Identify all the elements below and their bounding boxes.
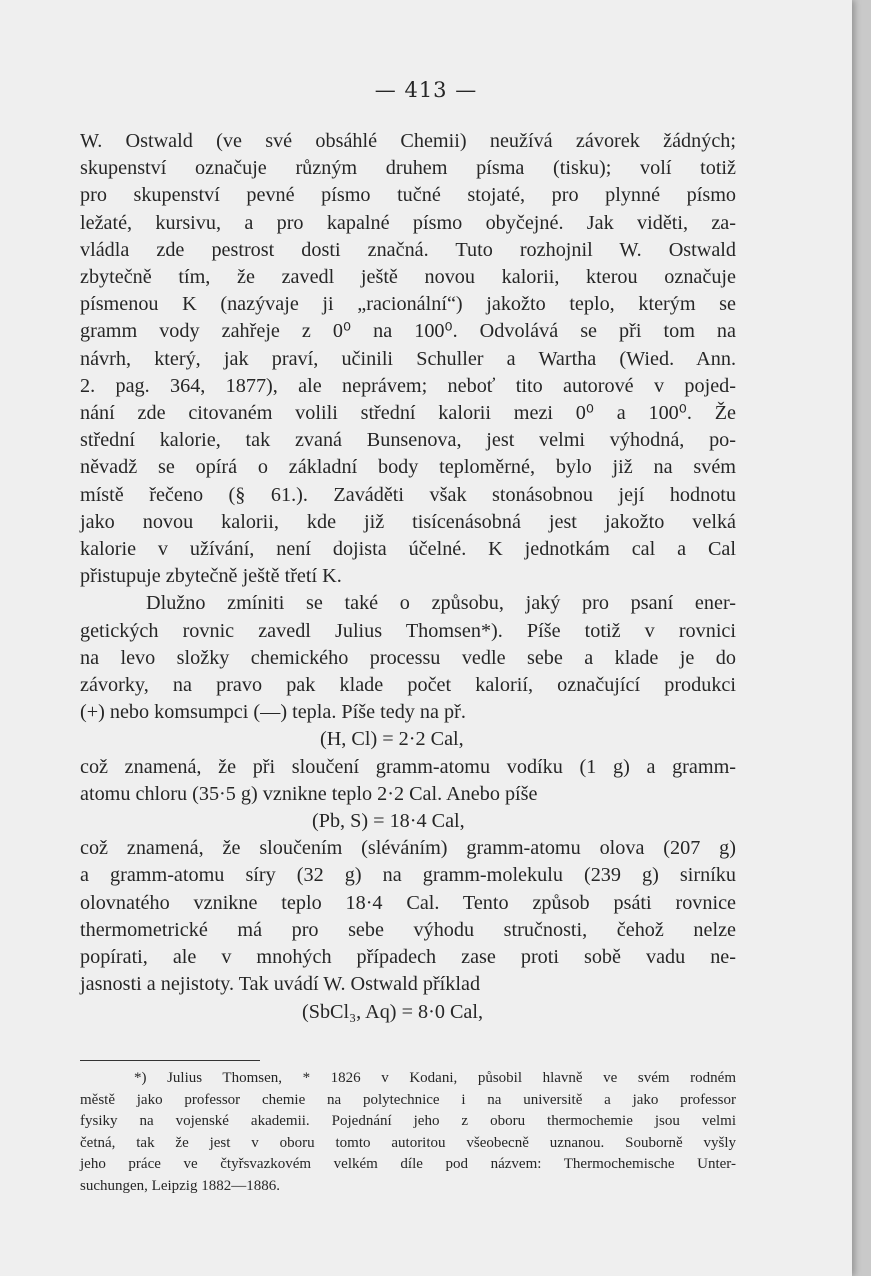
text-line: skupenství označuje různým druhem písma (tisku); volí totiž (80, 157, 736, 180)
text-line: kalorie v užívání, není dojista účelné. K jednotkám cal a Cal (80, 538, 736, 561)
footnote-line: jeho práce ve čtyřsvazkovém velkém díle pod názvem: Thermochemische Unter- (80, 1156, 736, 1173)
text-line: gramm vody zahřeje z 0⁰ na 100⁰. Odvolává se při tom na (80, 320, 736, 343)
text-line: olovnatého vznikne teplo 18·4 Cal. Tento způsob psáti rovnice (80, 891, 736, 914)
text-line: W. Ostwald (ve své obsáhlé Chemii) neužívá závorek žádných; (80, 130, 736, 152)
footnote-line: městě jako professor chemie na polytechnice i na universitě a jako professor (80, 1091, 736, 1108)
text-line: písmenou K (nazývaje ji „racionální“) jakožto teplo, kterým se (80, 293, 736, 316)
text-line: thermometrické má pro sebe výhodu stručnosti, čehož nelze (80, 918, 736, 941)
footnote (80, 1068, 736, 1198)
text-line: vládla zde pestrost dosti značná. Tuto rozhojnil W. Ostwald (80, 238, 736, 261)
page-number: — 413 — (374, 78, 478, 102)
text-line: návrh, který, jak praví, učinili Schuller a Wartha (Wied. Ann. (80, 347, 736, 370)
text-line: místě řečeno (§ 61.). Zaváděti však stonásobnou její hodnotu (80, 483, 736, 506)
text-line: jasnosti a nejistoty. Tak uvádí W. Ostwald příklad (80, 973, 481, 996)
equation-pbs: (Pb, S) = 18·4 Cal, (312, 810, 465, 833)
text-line: zbytečně tím, že zavedl ještě novou kalorii, kterou označuje (80, 266, 736, 289)
text-line: getických rovnic zavedl Julius Thomsen*). Píše totiž v rovnici (80, 619, 736, 642)
footnote-divider (80, 1060, 260, 1061)
text-line: něvadž se opírá o základní body teploměrné, bylo již na svém (80, 456, 736, 479)
text-line: což znamená, že sloučením (sléváním) gramm-atomu olova (207 g) (80, 837, 736, 860)
text-line: nání zde citovaném volili střední kalorii mezi 0⁰ a 100⁰. Že (80, 402, 736, 425)
footnote-line: *) Julius Thomsen, * 1826 v Kodani, působil hlavně ve svém rodném (134, 1070, 736, 1086)
footnote-line: fysiky na vojenské akademii. Pojednání jeho z oboru thermochemie jsou velmi (80, 1113, 736, 1130)
body-text (80, 128, 736, 1026)
footnote-line: suchungen, Leipzig 1882—1886. (80, 1177, 280, 1194)
text-line: závorky, na pravo pak klade počet kalorií, označující produkci (80, 674, 736, 697)
text-line: atomu chloru (35·5 g) vznikne teplo 2·2 Cal. Anebo píše (80, 782, 538, 805)
text-line: přistupuje zbytečně ještě třetí K. (80, 565, 342, 588)
text-line: 2. pag. 364, 1877), ale neprávem; neboť tito autorové v pojed- (80, 374, 736, 397)
equation-sbcl3: (SbCl₃, Aq) = 8·0 Cal, (302, 1000, 484, 1023)
text-line: pro skupenství pevné písmo tučné stojaté, pro plynné písmo (80, 184, 736, 207)
text-line: ležaté, kursivu, a pro kapalné písmo obyčejné. Jak viděti, za- (80, 211, 736, 234)
text-line: na levo složky chemického processu vedle sebe a klade je do (80, 646, 736, 669)
text-line: (+) nebo komsumpci (—) tepla. Píše tedy na př. (80, 701, 466, 724)
text-line: jako novou kalorii, kde již tisícenásobná jest jakožto velká (80, 510, 736, 533)
paragraph-start-line: Dlužno zmíniti se také o způsobu, jaký pro psaní ener- (146, 592, 736, 615)
text-line: což znamená, že při sloučení gramm-atomu vodíku (1 g) a gramm- (80, 755, 736, 778)
text-line: střední kalorie, tak zvaná Bunsenova, jest velmi výhodná, po- (80, 429, 736, 452)
text-line: a gramm-atomu síry (32 g) na gramm-molekulu (239 g) sirníku (80, 864, 736, 887)
text-line: popírati, ale v mnohých případech zase proti sobě vadu ne- (80, 946, 736, 969)
equation-hcl: (H, Cl) = 2·2 Cal, (320, 728, 464, 751)
footnote-line: četná, tak že jest v oboru tomto autoritou všeobecně uznanou. Souborně vyšly (80, 1134, 736, 1151)
